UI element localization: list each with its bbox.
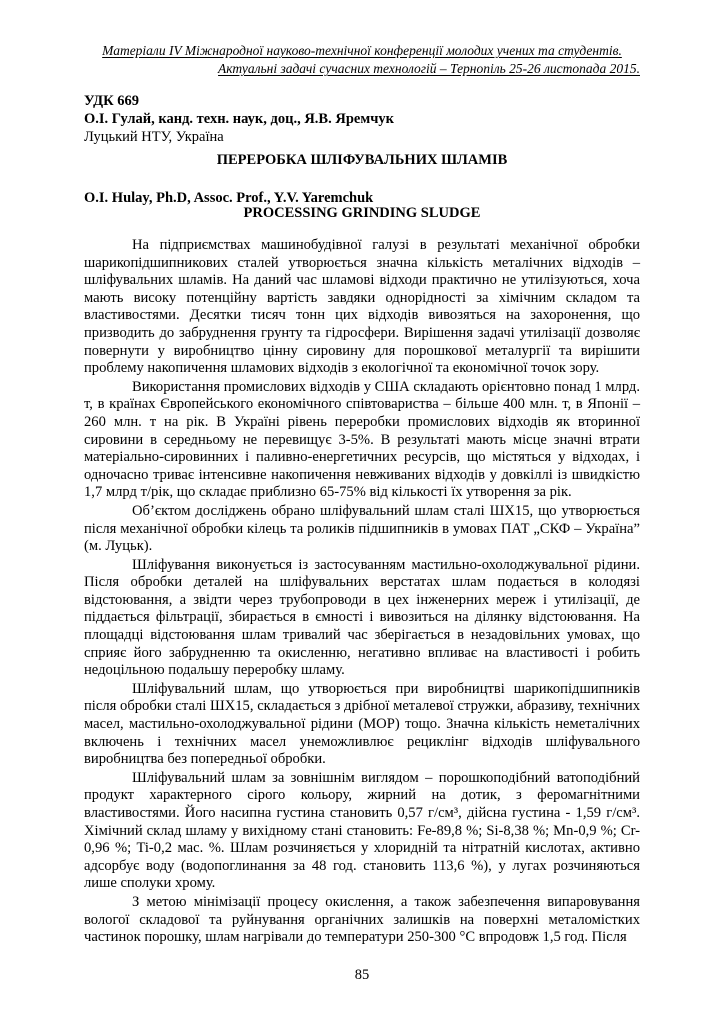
paragraph: Шліфування виконується із застосуванням мастильно-охолоджувальної рідини. Після обробки деталей на шліфувальних верстатах шлам подається в колодязі відстоювання, а звідти через трубопроводи в цех інженерних мереж і утилізації, де піддається фільтрації, збирається в ємності і вивозиться на ділянку відстоювання. На площадці відстоювання шлам тривалий час зберігається в незадовільних умовах, що сприяє його забрудненню та окисленню, негативно впливає на властивості і робить недоцільною подальшу переробку шламу.: [84, 556, 640, 679]
header-conference-line: Матеріали IV Міжнародної науково-технічної конференції молодих учених та студентів.: [102, 43, 622, 58]
page-number: 85: [354, 967, 370, 983]
article-meta: [84, 92, 640, 146]
header-event-line: Актуальні задачі сучасних технологій – Тернопіль 25-26 листопада 2015.: [218, 61, 640, 76]
paragraph: Використання промислових відходів у США складають орієнтовно понад 1 млрд. т, в країнах Європейського економічного співтовариства – більше 400 млн. т, в Японії – 260 млн. т на рік. В Україні рівень переробки промислових відходів як вторинної сировини в середньому не перевищує 3-5%. В результаті мають місце значні втрати матеріально-сировинних і паливно-енергетичних ресурсів, що містяться у відходах, і одночасно триває інтенсивне накопичення невживаних відходів у довкіллі із швидкістю 1,7 млрд т/рік, що складає приблизно 65-75% від кількості їх утворення за рік.: [84, 378, 640, 501]
paragraph: Шліфувальний шлам, що утворюється при виробництві шарикопідшипників після обробки сталі ШХ15, складається з дрібної металевої стружки, абразиву, технічних масел, мастильно-охолоджувальної рідини (МОР) тощо. Значна кількість неметалічних включень і технічних масел унеможливлює рециклінг відходів шліфувального виробництва без попередньої обробки.: [84, 680, 640, 768]
article-title-ua: ПЕРЕРОБКА ШЛІФУВАЛЬНИХ ШЛАМІВ: [216, 152, 508, 168]
udc-code: УДК 669: [84, 93, 140, 109]
article-title-en: PROCESSING GRINDING SLUDGE: [243, 205, 481, 221]
running-header: [84, 42, 640, 78]
paragraph: З метою мінімізації процесу окислення, а також забезпечення випаровування вологої складової та руйнування органічних залишків на поверхні металомістких частинок порошку, шлам нагрівали до температури 250-300 °С впродовж 1,5 год. Після: [84, 893, 640, 946]
authors-en: O.I. Hulay, Ph.D, Assoc. Prof., Y.V. Yaremchuk: [84, 190, 374, 206]
paragraph: Об’єктом досліджень обрано шліфувальний шлам сталі ШХ15, що утворюється після механічної обробки кілець та роликів підшипників в умовах ПАТ „СКФ – Україна” (м. Луцьк).: [84, 502, 640, 555]
paragraph: На підприємствах машинобудівної галузі в результаті механічної обробки шарикопідшипникових сталей утворюється значна кількість металічних відходів – шліфувальних шламів. На даний час шламові відходи практично не утилізуються, хоча мають високу потенційну вартість завдяки однорідності за хімічним складом та властивостями. Десятки тисяч тонн цих відходів вивозяться на захоронення, що призводить до забруднення грунту та гідросфери. Вирішення задачі утилізації дозволяє повернути у виробництво цінну сировину для порошкової металургії та вирішити проблему накопичення шламових відходів з екологічної та економічної точок зору.: [84, 237, 640, 377]
article-body: [84, 237, 640, 948]
paragraph: Шліфувальний шлам за зовнішнім виглядом – порошкоподібний ватоподібний продукт характерного сірого кольору, жирний на дотик, з феромагнітними властивостями. Його насипна густина становить 0,57 г/см³, дійсна густина - 1,59 г/см³. Хімічний склад шламу у вихідному стані становить: Fe-89,8 %; Si-8,38 %; Mn-0,9 %; Cr-0,96 %; Ti-0,2 мас. %. Шлам розчиняється у хлоридній та нітратній кислотах, активно адсорбує воду (водопоглинання за 48 год. становить 113,6 %), у лугах розчиняються лише сполуки хрому.: [84, 769, 640, 892]
authors-ua: О.І. Гулай, канд. техн. наук, доц., Я.В. Яремчук: [84, 111, 394, 127]
affiliation: Луцький НТУ, Україна: [84, 129, 224, 145]
